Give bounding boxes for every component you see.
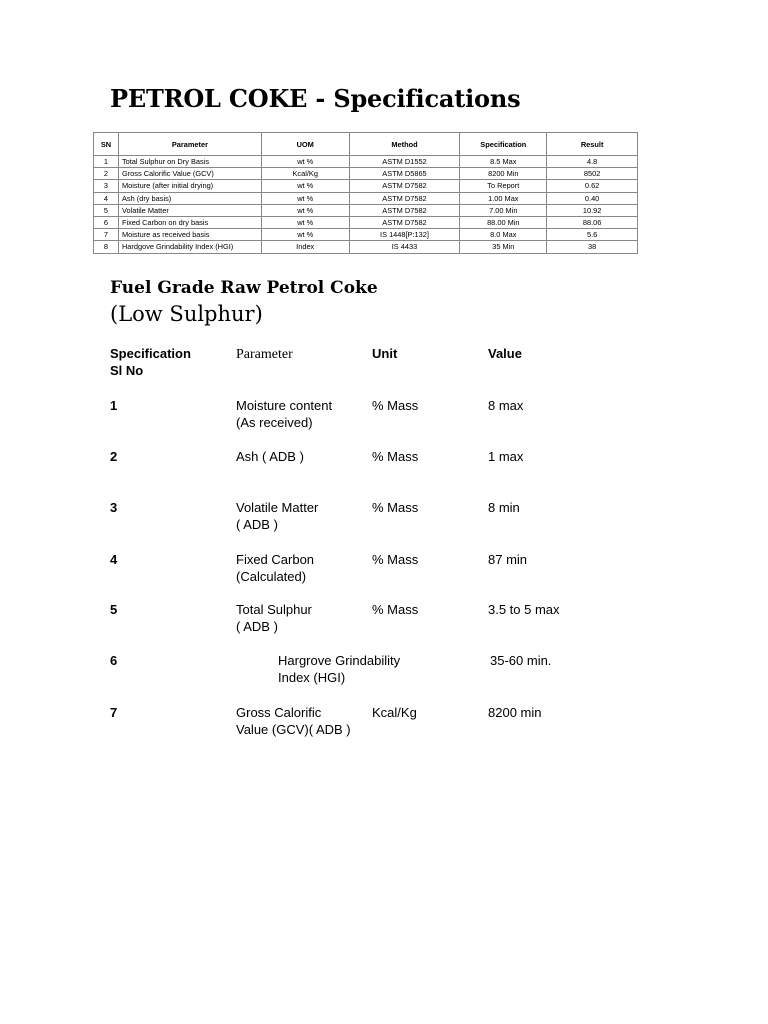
list-item-value: 3.5 to 5 max	[488, 602, 560, 617]
cell-uom: Kcal/Kg	[261, 168, 349, 180]
cell-method: IS 4433	[349, 241, 460, 253]
cell-uom: wt %	[261, 229, 349, 241]
cell-specification: To Report	[460, 180, 547, 192]
cell-result: 5.6	[547, 229, 638, 241]
section-title: Fuel Grade Raw Petrol Coke	[110, 278, 378, 298]
list-item-parameter: Moisture content (As received)	[236, 398, 333, 430]
cell-method: ASTM D1552	[349, 156, 460, 168]
table-row	[94, 229, 638, 241]
table-row	[94, 192, 638, 204]
list-item-sl-no: 4	[110, 552, 118, 567]
cell-method: ASTM D7582	[349, 180, 460, 192]
cell-sn: 6	[94, 216, 119, 228]
cell-result: 38	[547, 241, 638, 253]
list-item-value: 8200 min	[488, 705, 542, 720]
list-item-sl-no: 6	[110, 653, 118, 668]
cell-uom: wt %	[261, 204, 349, 216]
cell-parameter: Hardgove Grindability Index (HGI)	[118, 241, 261, 253]
list-item-parameter: Fixed Carbon (Calculated)	[236, 552, 315, 584]
list-item-unit: % Mass	[372, 602, 419, 617]
cell-parameter: Ash (dry basis)	[118, 192, 261, 204]
col-header-sn: SN	[94, 133, 119, 156]
cell-parameter: Gross Calorific Value (GCV)	[118, 168, 261, 180]
cell-specification: 88.00 Min	[460, 216, 547, 228]
list-item-parameter: Volatile Matter ( ADB )	[236, 500, 319, 532]
list-item-value: 8 max	[488, 398, 524, 413]
cell-parameter: Moisture (after initial drying)	[118, 180, 261, 192]
list-header-value: Value	[488, 346, 522, 361]
cell-uom: wt %	[261, 192, 349, 204]
col-header-result: Result	[547, 133, 638, 156]
cell-specification: 1.00 Max	[460, 192, 547, 204]
cell-parameter: Volatile Matter	[118, 204, 261, 216]
table-row	[94, 156, 638, 168]
table-row	[94, 216, 638, 228]
cell-uom: wt %	[261, 216, 349, 228]
list-item-value: 35-60 min.	[490, 653, 552, 668]
cell-uom: Index	[261, 241, 349, 253]
list-item-value: 8 min	[488, 500, 520, 515]
page-title: PETROL COKE - Specifications	[110, 84, 521, 113]
cell-method: ASTM D7582	[349, 192, 460, 204]
cell-sn: 2	[94, 168, 119, 180]
list-item-sl-no: 5	[110, 602, 118, 617]
list-item-parameter: Ash ( ADB )	[236, 449, 304, 464]
list-item-value: 87 min	[488, 552, 528, 567]
cell-result: 0.40	[547, 192, 638, 204]
cell-sn: 5	[94, 204, 119, 216]
table-row	[94, 204, 638, 216]
cell-parameter: Moisture as received basis	[118, 229, 261, 241]
cell-uom: wt %	[261, 156, 349, 168]
cell-result: 0.62	[547, 180, 638, 192]
cell-method: ASTM D7582	[349, 204, 460, 216]
list-header-sl-no: Specification Sl No	[110, 346, 191, 378]
cell-result: 88.06	[547, 216, 638, 228]
list-item-unit: % Mass	[372, 449, 419, 464]
spec-table-header-row	[94, 133, 638, 156]
list-item-unit: % Mass	[372, 552, 419, 567]
col-header-parameter: Parameter	[118, 133, 261, 156]
cell-result: 8502	[547, 168, 638, 180]
table-row	[94, 241, 638, 253]
list-item-parameter: Hargrove Grindability Index (HGI)	[278, 653, 401, 685]
cell-method: ASTM D7582	[349, 216, 460, 228]
cell-result: 10.92	[547, 204, 638, 216]
list-item-sl-no: 3	[110, 500, 118, 515]
cell-result: 4.8	[547, 156, 638, 168]
list-item-parameter: Total Sulphur ( ADB )	[236, 602, 312, 634]
list-item-unit: % Mass	[372, 398, 419, 413]
list-item-sl-no: 1	[110, 398, 118, 413]
cell-uom: wt %	[261, 180, 349, 192]
cell-parameter: Fixed Carbon on dry basis	[118, 216, 261, 228]
list-item-sl-no: 7	[110, 705, 118, 720]
cell-sn: 7	[94, 229, 119, 241]
cell-parameter: Total Sulphur on Dry Basis	[118, 156, 261, 168]
list-item-parameter: Gross Calorific Value (GCV)( ADB )	[236, 705, 351, 737]
cell-method: ASTM D5865	[349, 168, 460, 180]
col-header-method: Method	[349, 133, 460, 156]
col-header-uom: UOM	[261, 133, 349, 156]
list-header-unit: Unit	[372, 346, 398, 361]
list-item-value: 1 max	[488, 449, 524, 464]
cell-specification: 7.00 Min	[460, 204, 547, 216]
cell-sn: 1	[94, 156, 119, 168]
section-subtitle: (Low Sulphur)	[110, 302, 263, 326]
cell-sn: 4	[94, 192, 119, 204]
list-header-parameter: Parameter	[236, 347, 293, 362]
table-row	[94, 168, 638, 180]
list-item-unit: Kcal/Kg	[372, 705, 417, 720]
table-row	[94, 180, 638, 192]
cell-specification: 8200 Min	[460, 168, 547, 180]
cell-specification: 8.0 Max	[460, 229, 547, 241]
spec-table	[93, 132, 638, 254]
list-item-unit: % Mass	[372, 500, 419, 515]
list-item-sl-no: 2	[110, 449, 118, 464]
col-header-specification: Specification	[460, 133, 547, 156]
cell-sn: 3	[94, 180, 119, 192]
cell-sn: 8	[94, 241, 119, 253]
cell-method: IS 1448[P:132]	[349, 229, 460, 241]
cell-specification: 8.5 Max	[460, 156, 547, 168]
cell-specification: 35 Min	[460, 241, 547, 253]
